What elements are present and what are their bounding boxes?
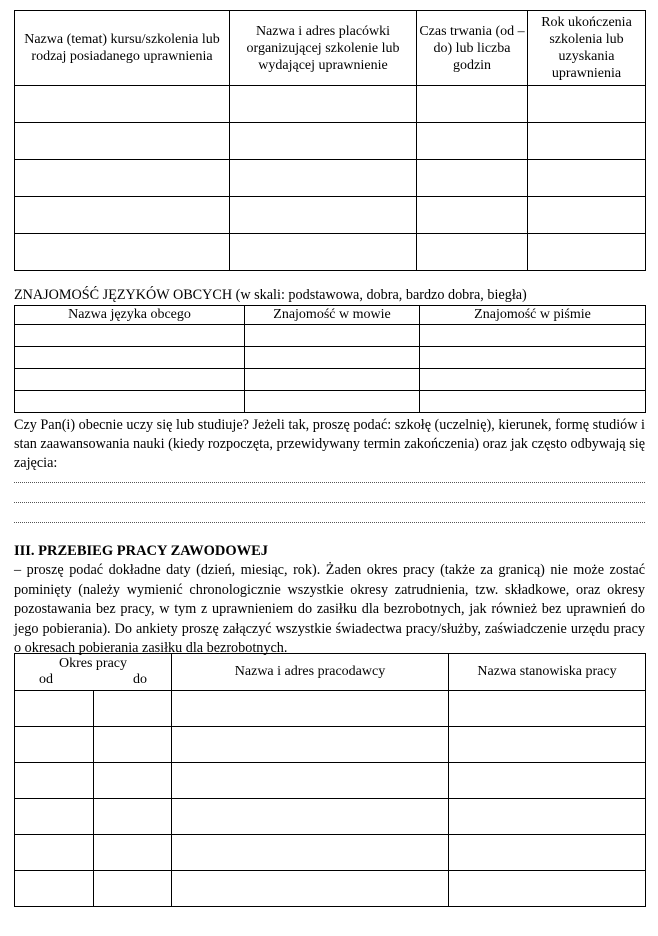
spoken-knowledge-header: Znajomość w mowie bbox=[245, 306, 420, 325]
table-row bbox=[15, 763, 646, 799]
form-cell[interactable] bbox=[528, 160, 646, 197]
form-cell[interactable] bbox=[15, 123, 230, 160]
form-cell[interactable] bbox=[172, 691, 449, 727]
form-cell[interactable] bbox=[245, 325, 420, 347]
form-cell[interactable] bbox=[172, 835, 449, 871]
duration-header: Czas trwania (od – do) lub liczba godzin bbox=[417, 11, 528, 86]
form-cell[interactable] bbox=[420, 347, 646, 369]
form-cell[interactable] bbox=[528, 86, 646, 123]
form-cell[interactable] bbox=[449, 727, 646, 763]
form-cell[interactable] bbox=[528, 197, 646, 234]
table-row bbox=[15, 123, 646, 160]
form-cell[interactable] bbox=[94, 727, 172, 763]
form-cell[interactable] bbox=[172, 799, 449, 835]
form-cell[interactable] bbox=[420, 369, 646, 391]
study-question: Czy Pan(i) obecnie uczy się lub studiuje? Jeżeli tak, proszę podać: szkołę (uczelnię), kierunek, formę studiów i stan zaawansowania nauki (kiedy rozpoczęta, przewidywany termin zakończenia) oraz jak często odbywają się zajęcia: bbox=[14, 417, 645, 471]
form-cell[interactable] bbox=[449, 835, 646, 871]
form-cell[interactable] bbox=[417, 123, 528, 160]
table-row bbox=[15, 369, 646, 391]
to-label: do bbox=[133, 672, 147, 687]
form-cell[interactable] bbox=[15, 763, 94, 799]
form-cell[interactable] bbox=[15, 391, 245, 413]
form-cell[interactable] bbox=[15, 835, 94, 871]
form-cell[interactable] bbox=[230, 160, 417, 197]
form-cell[interactable] bbox=[417, 160, 528, 197]
form-cell[interactable] bbox=[172, 871, 449, 907]
form-cell[interactable] bbox=[15, 325, 245, 347]
form-cell[interactable] bbox=[15, 369, 245, 391]
work-period-header bbox=[15, 654, 172, 691]
table-row bbox=[15, 691, 646, 727]
table-row bbox=[15, 197, 646, 234]
form-cell[interactable] bbox=[417, 197, 528, 234]
form-cell[interactable] bbox=[172, 727, 449, 763]
form-cell[interactable] bbox=[15, 197, 230, 234]
form-cell[interactable] bbox=[449, 691, 646, 727]
form-cell[interactable] bbox=[15, 871, 94, 907]
form-cell[interactable] bbox=[15, 86, 230, 123]
form-cell[interactable] bbox=[94, 763, 172, 799]
employer-header: Nazwa i adres pracodawcy bbox=[172, 654, 449, 691]
languages-heading: ZNAJOMOŚĆ JĘZYKÓW OBCYCH (w skali: podstawowa, dobra, bardzo dobra, biegła) bbox=[14, 287, 527, 303]
answer-line[interactable] bbox=[14, 482, 645, 483]
institution-header: Nazwa i adres placówki organizującej szkolenie lub wydającej uprawnienie bbox=[230, 11, 417, 86]
table-row bbox=[15, 234, 646, 271]
form-cell[interactable] bbox=[420, 391, 646, 413]
courses-header-row bbox=[15, 11, 646, 86]
courses-table bbox=[14, 10, 646, 271]
section-heading: III. PRZEBIEG PRACY ZAWODOWEJ bbox=[14, 543, 269, 559]
work-history-instructions: – proszę podać dokładne daty (dzień, miesiąc, rok). Żaden okres pracy (także za granicą) nie może zostać pominięty (należy wymienić chronologicznie wszystkie okresy zatrudnienia, tzw. składkowe, oraz okresy pozostawania bez pracy, w tym z uprawnieniem do zasiłku dla bezrobotnych, jak również bez uprawnień do jego pobierania). Do ankiety proszę załączyć wszystkie świadectwa pracy/służby, zaświadczenie urzędu pracy o okresach pobierania zasiłku dla bezrobotnych. bbox=[14, 562, 645, 656]
written-knowledge-header: Znajomość w piśmie bbox=[420, 306, 646, 325]
course-name-header: Nazwa (temat) kursu/szkolenia lub rodzaj posiadanego uprawnienia bbox=[15, 11, 230, 86]
form-cell[interactable] bbox=[94, 799, 172, 835]
table-row bbox=[15, 871, 646, 907]
form-cell[interactable] bbox=[449, 799, 646, 835]
form-cell[interactable] bbox=[245, 391, 420, 413]
languages-header-row bbox=[15, 306, 646, 325]
table-row bbox=[15, 86, 646, 123]
from-label: od bbox=[39, 672, 53, 687]
form-cell[interactable] bbox=[417, 234, 528, 271]
table-row bbox=[15, 347, 646, 369]
form-cell[interactable] bbox=[245, 347, 420, 369]
form-cell[interactable] bbox=[230, 86, 417, 123]
form-cell[interactable] bbox=[15, 727, 94, 763]
form-cell[interactable] bbox=[15, 347, 245, 369]
work-period-label: Okres pracy bbox=[58, 656, 128, 671]
table-row bbox=[15, 799, 646, 835]
form-cell[interactable] bbox=[15, 799, 94, 835]
form-cell[interactable] bbox=[528, 234, 646, 271]
table-row bbox=[15, 325, 646, 347]
form-cell[interactable] bbox=[528, 123, 646, 160]
form-cell[interactable] bbox=[230, 197, 417, 234]
employment-header-row bbox=[15, 654, 646, 691]
table-row bbox=[15, 835, 646, 871]
form-cell[interactable] bbox=[172, 763, 449, 799]
answer-line[interactable] bbox=[14, 502, 645, 503]
form-cell[interactable] bbox=[420, 325, 646, 347]
language-name-header: Nazwa języka obcego bbox=[15, 306, 245, 325]
position-header: Nazwa stanowiska pracy bbox=[449, 654, 646, 691]
employment-table bbox=[14, 653, 646, 907]
form-cell[interactable] bbox=[230, 123, 417, 160]
form-cell[interactable] bbox=[449, 763, 646, 799]
completion-year-header: Rok ukończenia szkolenia lub uzyskania uprawnienia bbox=[528, 11, 646, 86]
form-cell[interactable] bbox=[417, 86, 528, 123]
table-row bbox=[15, 160, 646, 197]
form-cell[interactable] bbox=[449, 871, 646, 907]
answer-line[interactable] bbox=[14, 522, 645, 523]
form-cell[interactable] bbox=[245, 369, 420, 391]
table-row bbox=[15, 727, 646, 763]
form-cell[interactable] bbox=[230, 234, 417, 271]
table-row bbox=[15, 391, 646, 413]
form-cell[interactable] bbox=[15, 234, 230, 271]
languages-table bbox=[14, 305, 646, 413]
form-cell[interactable] bbox=[94, 691, 172, 727]
form-cell[interactable] bbox=[15, 160, 230, 197]
form-cell[interactable] bbox=[15, 691, 94, 727]
form-cell[interactable] bbox=[94, 835, 172, 871]
form-cell[interactable] bbox=[94, 871, 172, 907]
